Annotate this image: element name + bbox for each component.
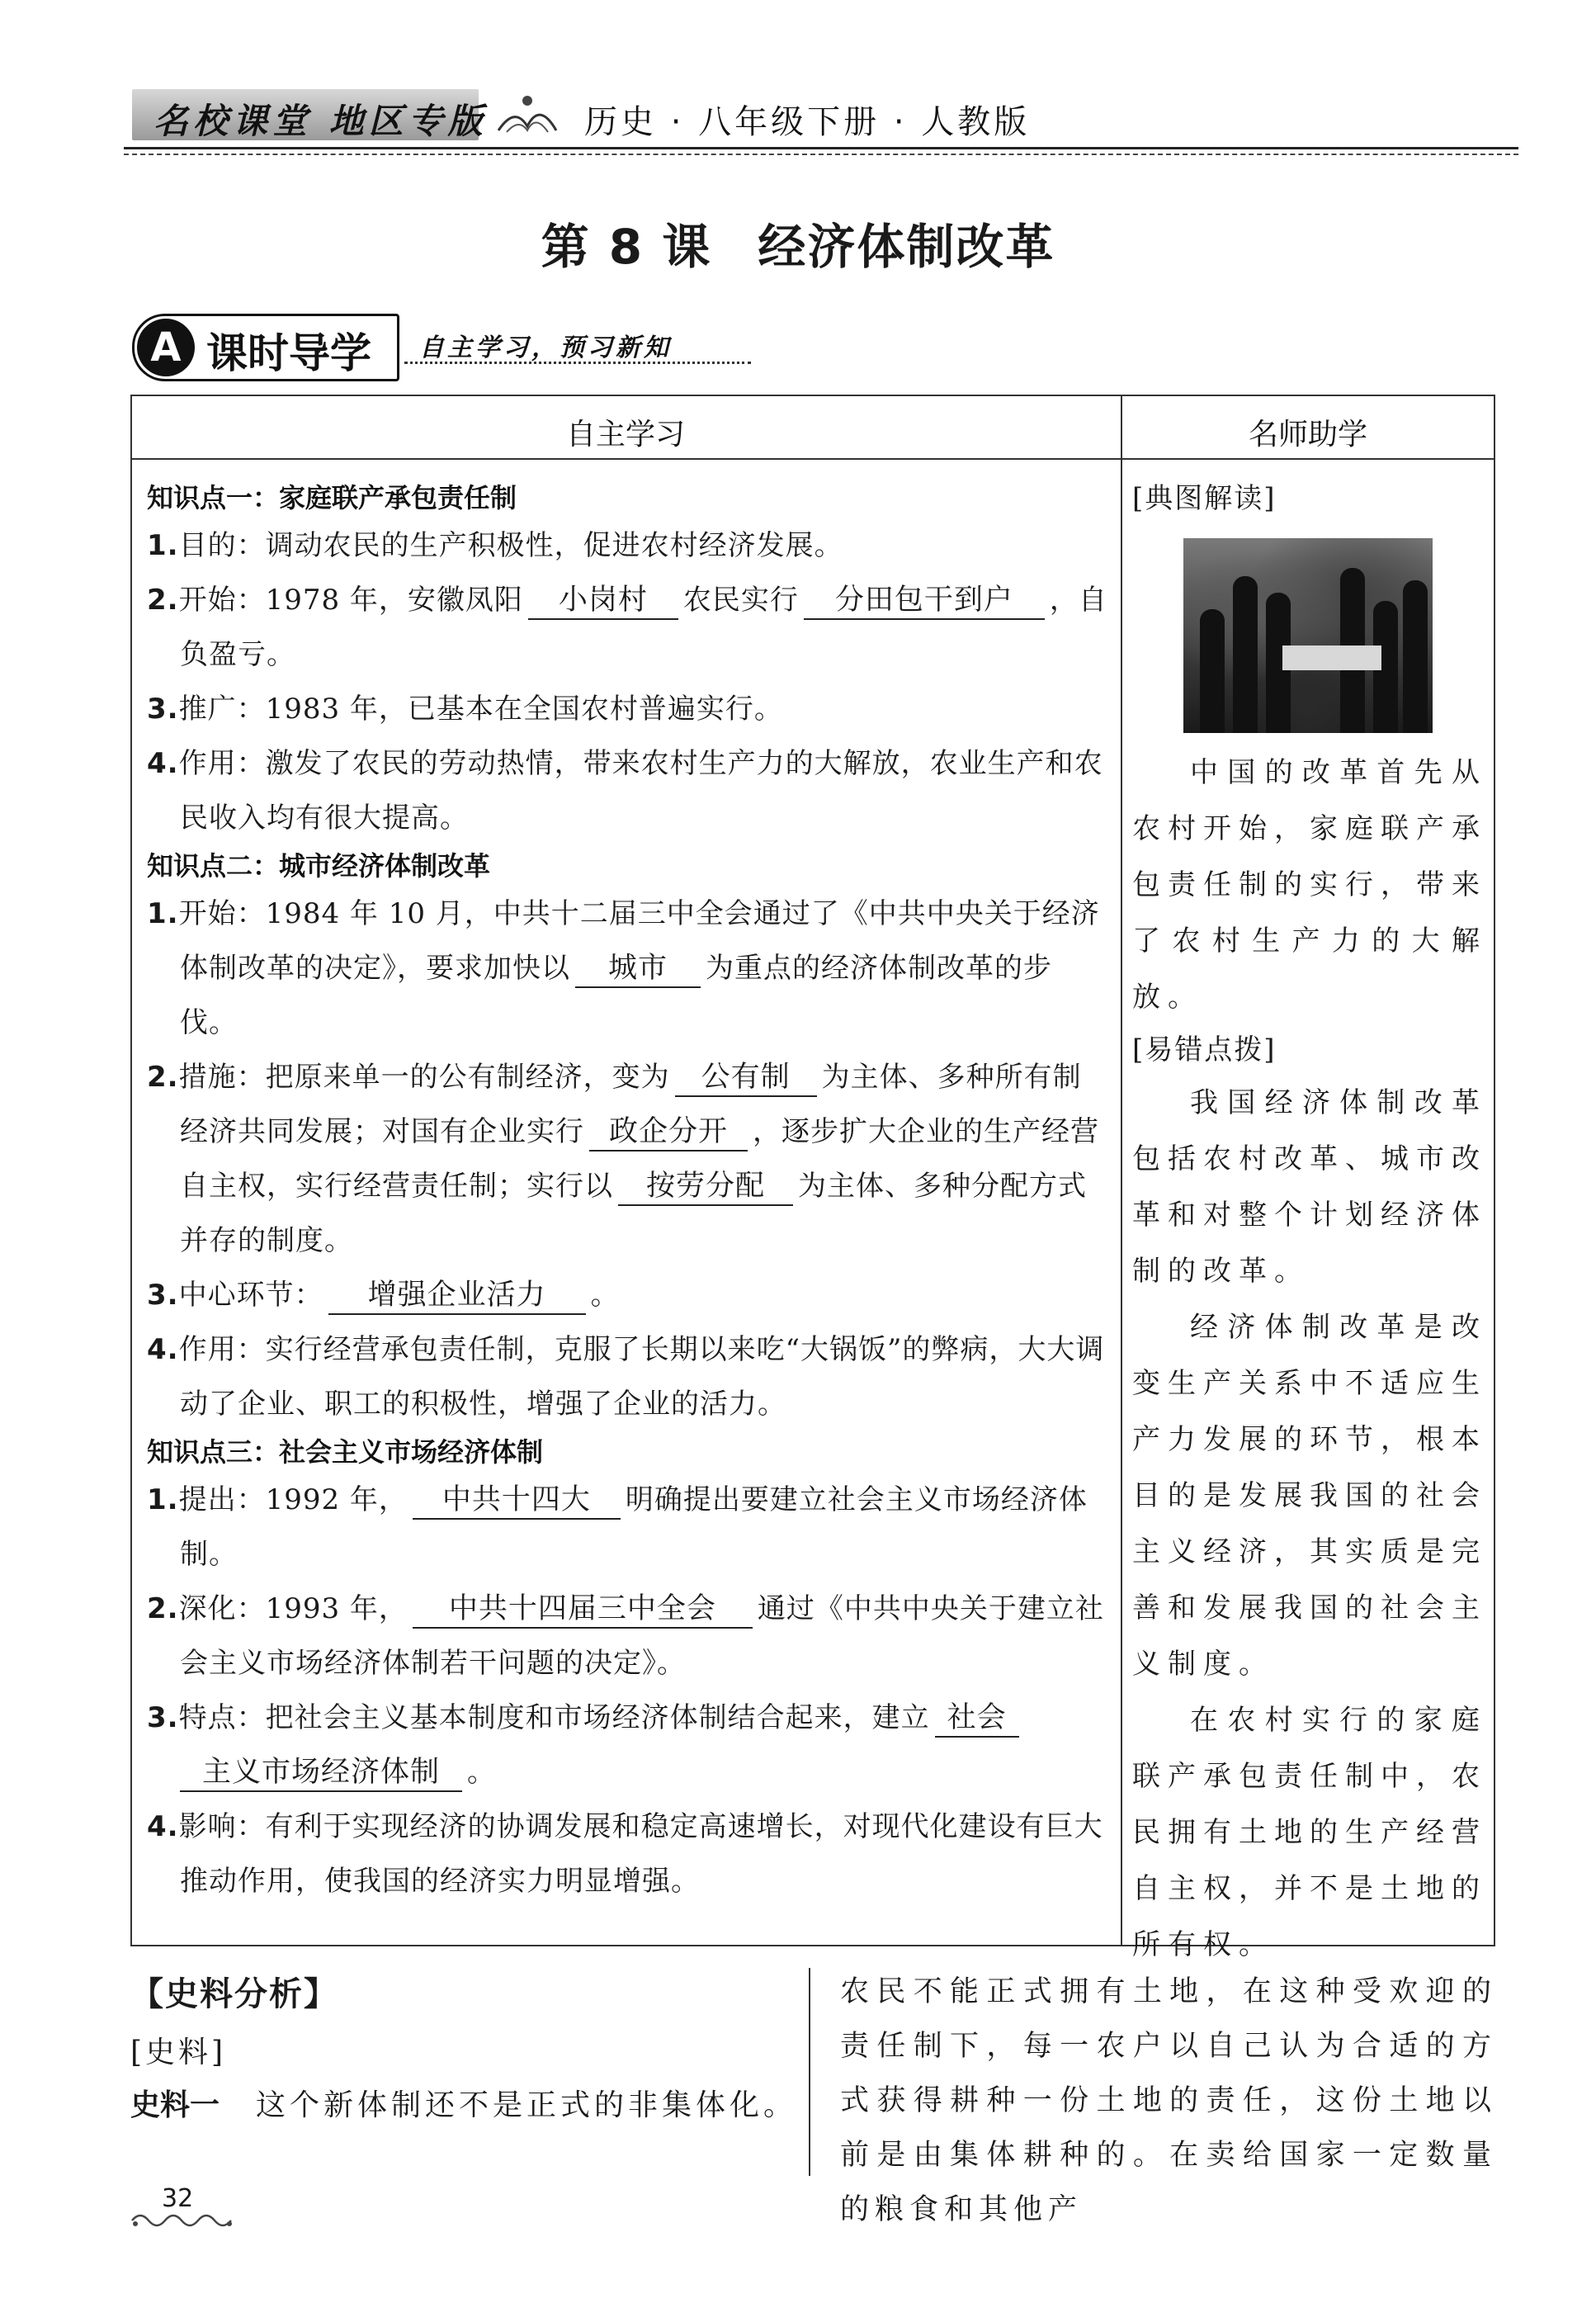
- list-item: 1.开始：1984 年 10 月，中共十二届三中全会通过了《中共中央关于经济体制改革的决定》，要求加快以 城市 为重点的经济体制改革的步伐。: [147, 897, 1100, 1039]
- sidebar-heading-figure: [典图解读]: [1132, 482, 1277, 515]
- list-item: 2.深化：1993 年， 中共十四届三中全会 通过《中共中央关于建立社会主义市场经济体制若干问题的决定》。: [147, 1592, 1104, 1680]
- source-one: [130, 2082, 797, 2124]
- list-item: 2.措施：把原来单一的公有制经济，变为 公有制 为主体、多种所有制经济共同发展；对国有企业实行 政企分开 ，逐步扩大企业的生产经营自主权，实行经营责任制；实行以 按劳分配 为主体、多种分配方式并存的制度。: [147, 1061, 1099, 1257]
- list-item: 1.提出：1992 年， 中共十四大 明确提出要建立社会主义市场经济体制。: [147, 1483, 1088, 1571]
- source-subheading: [史料]: [130, 2036, 227, 2069]
- answer-blank[interactable]: 政企分开: [589, 1114, 748, 1152]
- list-item: 4.作用：实行经营承包责任制，克服了长期以来吃“大锅饭”的弊病，大大调动了企业、职工的积极性，增强了企业的活力。: [147, 1333, 1105, 1421]
- answer-blank[interactable]: 分田包干到户: [804, 582, 1045, 620]
- section-subtitle: 自主学习，预习新知: [419, 333, 672, 362]
- header-rule: [124, 147, 1518, 149]
- column-divider: [809, 1968, 810, 2176]
- sidebar-paragraph: 在农村实行的家庭联产承包责任制中，农民拥有土地的生产经营自主权，并不是土地的所有权。: [1132, 1704, 1487, 1961]
- sidebar-heading-tips: [易错点拨]: [1132, 1033, 1277, 1066]
- header-series-title: 名校课堂 地区专版: [153, 101, 488, 141]
- sidebar-paragraph: 我国经济体制改革包括农村改革、城市改革和对整个计划经济体制的改革。: [1132, 1086, 1487, 1288]
- lesson-number: 第 8 课: [541, 219, 712, 275]
- sidebar-paragraph: 经济体制改革是改变生产关系中不适应生产力发展的环节，根本目的是发展我国的社会主义经济，其实质是完善和发展我国的社会主义制度。: [1132, 1311, 1487, 1681]
- answer-blank[interactable]: 城市: [575, 950, 701, 988]
- list-item: 1.目的：调动农民的生产积极性，促进农村经济发展。: [147, 529, 843, 562]
- knowledge-point-heading: 知识点一：家庭联产承包责任制: [147, 482, 517, 513]
- answer-blank[interactable]: 主义市场经济体制: [180, 1754, 462, 1792]
- knowledge-point-heading: 知识点二：城市经济体制改革: [147, 850, 491, 882]
- list-item: 3.中心环节： 增强企业活力 。: [147, 1268, 1108, 1322]
- table-header-self-study: 自主学习: [565, 418, 685, 452]
- source-one-label: 史料一: [130, 2088, 220, 2122]
- photo-farmers-signing-icon: [1183, 538, 1433, 733]
- list-item: 2.开始：1978 年，安徽凤阳 小岗村 农民实行 分田包干到户 ，自负盈亏。: [147, 584, 1107, 671]
- teacher-help-column: [1132, 474, 1487, 1973]
- lesson-title: [0, 208, 1596, 277]
- table-header-divider: [130, 458, 1495, 460]
- table-header-teacher-help: 名师助学: [1248, 418, 1367, 452]
- source-analysis-heading: 【史料分析】: [130, 1975, 338, 2013]
- answer-blank[interactable]: 中共十四届三中全会: [413, 1591, 753, 1629]
- section-dotted-rule: [404, 362, 751, 364]
- list-item: 4.影响：有利于实现经济的协调发展和稳定高速增长，对现代化建设有巨大推动作用，使我国的经济实力明显增强。: [147, 1810, 1103, 1898]
- knowledge-point-heading: 知识点三：社会主义市场经济体制: [147, 1436, 544, 1468]
- answer-blank[interactable]: 按劳分配: [618, 1168, 793, 1206]
- source-continued-text: 农民不能正式拥有土地，在这种受欢迎的责任制下，每一农户以自己认为合适的方式获得耕种一份土地的责任，这份土地以前是由集体耕种的。在卖给国家一定数量的粮食和其他产: [840, 1975, 1497, 2226]
- section-badge: A: [137, 319, 195, 376]
- answer-blank[interactable]: 社会: [935, 1700, 1019, 1738]
- answer-blank[interactable]: 小岗村: [528, 582, 678, 620]
- page-number: 32: [162, 2184, 194, 2213]
- source-one-text: 这个新体制还不是正式的非集体化。: [256, 2088, 798, 2122]
- self-study-column: [147, 477, 1108, 1908]
- list-item: 3.推广：1983 年，已基本在全国农村普遍实行。: [147, 693, 783, 726]
- header-book-info: 历史 · 八年级下册 · 人教版: [584, 103, 1031, 141]
- table-column-divider: [1121, 395, 1122, 1946]
- lesson-name: 经济体制改革: [758, 219, 1055, 275]
- sidebar-paragraph: 中国的改革首先从农村开始，家庭联产承包责任制的实行，带来了农村生产力的大解放。: [1132, 756, 1487, 1014]
- scroll-ornament-icon: [129, 2209, 236, 2230]
- answer-blank[interactable]: 公有制: [675, 1059, 817, 1097]
- grass-ornament-icon: [490, 89, 564, 139]
- answer-blank[interactable]: 中共十四大: [413, 1482, 621, 1520]
- answer-blank[interactable]: 增强企业活力: [328, 1277, 586, 1315]
- header-dashed-rule: [124, 154, 1518, 155]
- section-label: 课时导学: [206, 329, 371, 377]
- list-item: 4.作用：激发了农民的劳动热情，带来农村生产力的大解放，农业生产和农民收入均有很大提高。: [147, 747, 1103, 835]
- list-item: 3.特点：把社会主义基本制度和市场经济体制结合起来，建立 社会主义市场经济体制 。: [147, 1691, 1108, 1799]
